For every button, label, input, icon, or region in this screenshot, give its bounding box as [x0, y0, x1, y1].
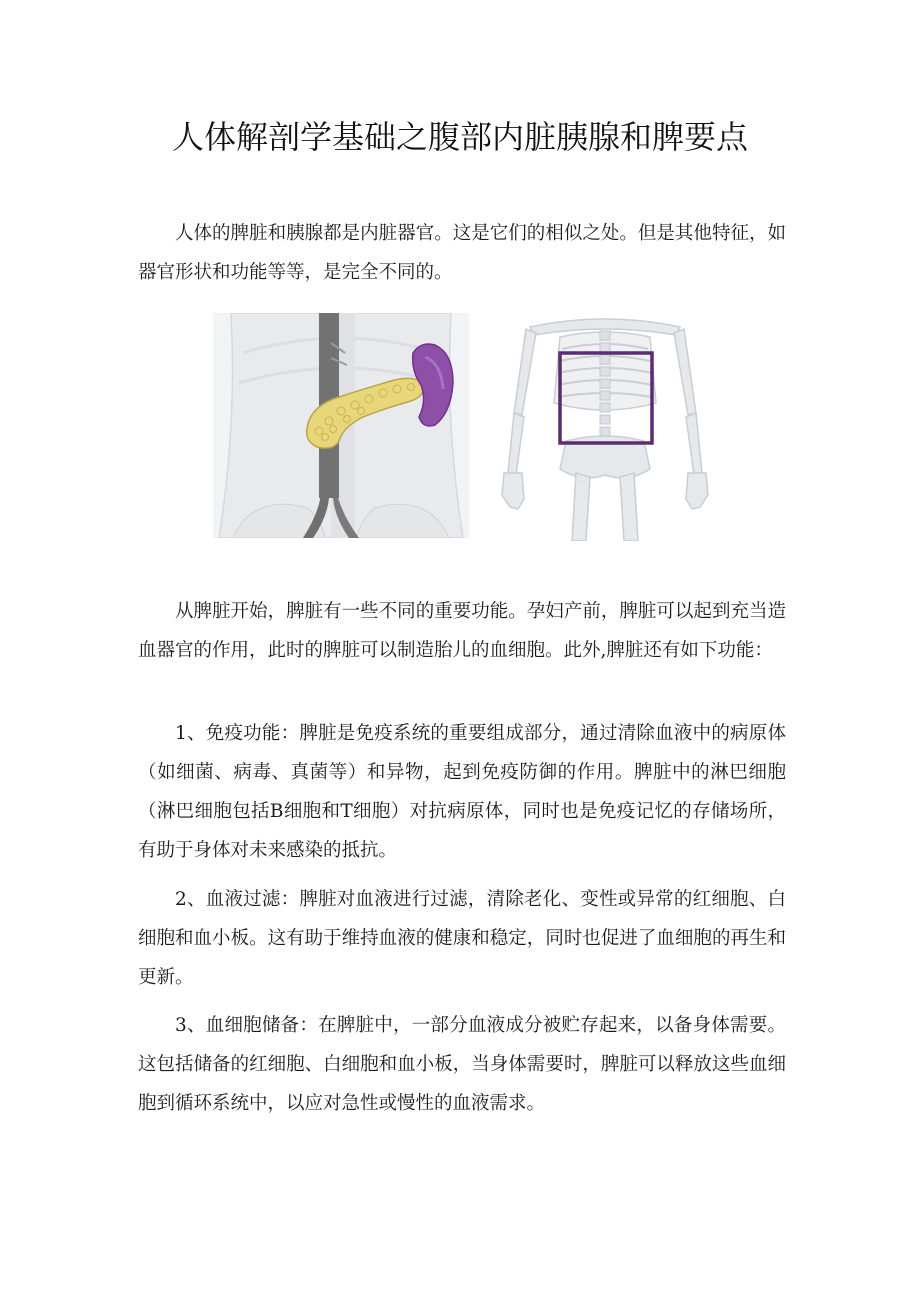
spleen-function-intro: 从脾脏开始，脾脏有一些不同的重要功能。孕妇产前，脾脏可以起到充当造血器官的作用，此时的脾脏可以制造胎儿的血细胞。此外,脾脏还有如下功能：: [138, 601, 786, 661]
pancreas-spleen-illustration: [213, 313, 469, 538]
blood-cell-storage-paragraph: 3、血细胞储备：在脾脏中，一部分血液成分被贮存起来，以备身体需要。这包括储备的红细胞、白细胞和血小板，当身体需要时，脾脏可以释放这些血细胞到循环系统中，以应对急性或慢性的血液需求。: [138, 1015, 786, 1114]
page-title: 人体解剖学基础之腹部内脏胰腺和脾要点: [171, 118, 748, 156]
blood-filtration-paragraph: 2、血液过滤：脾脏对血液进行过滤，清除老化、变性或异常的红细胞、白细胞和血小板。这有助于维持血液的健康和稳定，同时也促进了血细胞的再生和更新。: [138, 889, 786, 988]
intro-paragraph: 人体的脾脏和胰腺都是内脏器官。这是它们的相似之处。但是其他特征，如器官形状和功能等等，是完全不同的。: [138, 223, 786, 283]
immune-function-paragraph: 1、免疫功能：脾脏是免疫系统的重要组成部分，通过清除血液中的病原体（如细菌、病毒、真菌等）和异物，起到免疫防御的作用。脾脏中的淋巴细胞（淋巴细胞包括B细胞和T细胞）对抗病原体，同时也是免疫记忆的存储场所，有助于身体对未来感染的抵抗。: [138, 723, 786, 861]
skeleton-abdomen-illustration: [500, 313, 710, 541]
